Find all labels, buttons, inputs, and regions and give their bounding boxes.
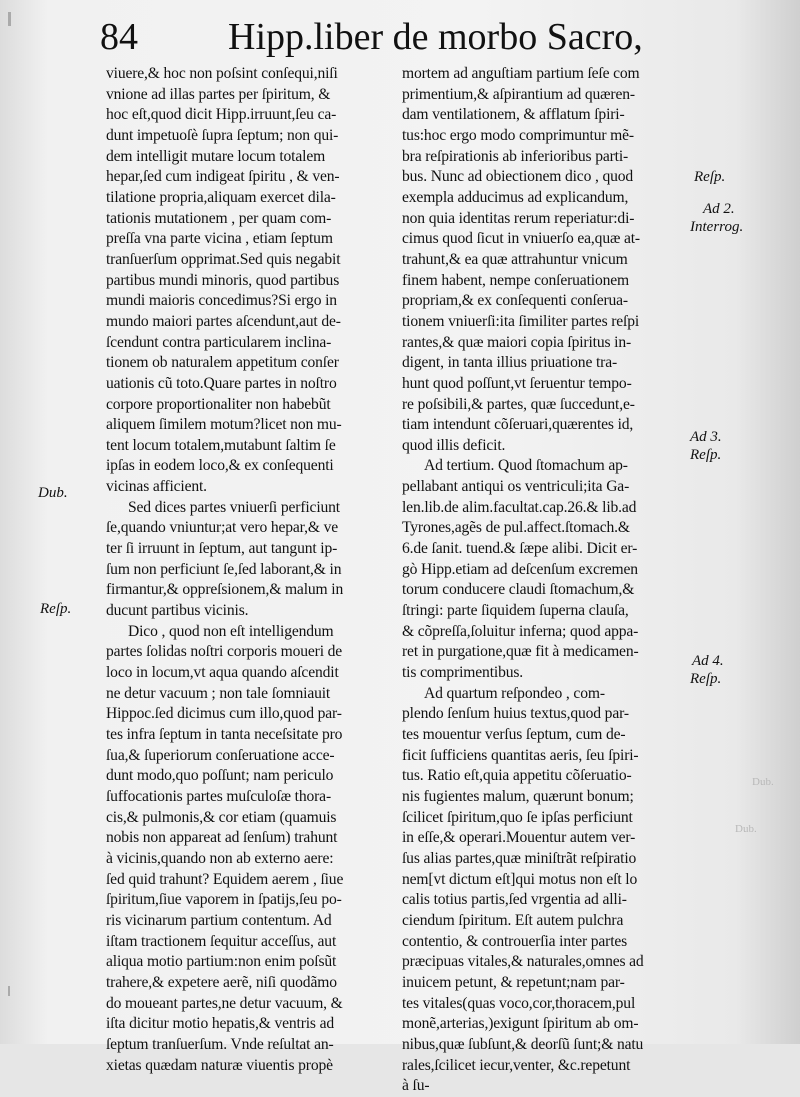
text-line: ſeptum tranſuerſum. Vnde reſultat an- <box>106 1035 334 1053</box>
text-line: tes mouentur verſus ſeptum, cum de- <box>402 726 626 743</box>
text-line: ſpiritum,ſiue vaporem in ſpatijs,ſeu po- <box>106 891 342 909</box>
margin-note-ad4: Ad 4. <box>692 653 724 669</box>
text-line: contentio, & controuerſia inter partes <box>402 932 628 950</box>
text-line: uationis cũ toto.Quare partes in noſtro <box>106 374 337 392</box>
text-line: tionem ob naturalem appetitum conſer <box>106 354 339 372</box>
text-line: tus:hoc ergo modo comprimuntur mẽ- <box>402 126 634 144</box>
text-line: hoc eſt,quod dicit Hipp.irruunt,ſeu ca- <box>106 106 337 124</box>
text-line: trahere,& expetere aerẽ, niſi quodãmo <box>106 973 337 991</box>
text-line: ſus alias partes,quæ miniſtrãt reſpiratio <box>402 849 637 867</box>
text-line: rales,ſcilicet iecur,venter, &c.repetunt <box>402 1056 631 1074</box>
text-line: monẽ,arterias,)exigunt ſpiritum ab om- <box>402 1015 639 1033</box>
text-line: bra reſpirationis ab inferioribus parti- <box>402 147 629 165</box>
paragraph-start-line: Ad quartum reſpondeo , com- <box>424 684 605 702</box>
text-line: finem habent, nempe conſeruationem <box>402 271 629 289</box>
text-line: plendo ſenſum huius textus,quod par- <box>402 705 629 723</box>
text-line: cis,& pulmonis,& cor etiam (quamuis <box>106 808 337 826</box>
text-line: re poſsibili,& partes, quæ ſuccedunt,e- <box>402 395 635 413</box>
text-line: vicinas afficient. <box>106 478 207 496</box>
text-line: nem[vt dictum eſt]qui motus non eſt lo <box>402 870 638 888</box>
text-line: tiam intendunt cõſeruari,quærentes id, <box>402 416 634 434</box>
text-line: ſed quid trahunt? Equidem aerem , ſiue <box>106 870 344 888</box>
margin-note-resp: Reſp. <box>40 601 72 617</box>
text-line: tis comprimentibus. <box>402 664 524 682</box>
text-line: præcipuas vitales,& naturales,omnes ad <box>402 953 644 971</box>
paragraph-start-line: Ad tertium. Quod ſtomachum ap- <box>424 457 628 475</box>
text-line: cimus quod ſicut in vniuerſo ea,quæ at- <box>402 230 640 248</box>
text-line: iſtam tractionem ſequitur acceſſus, aut <box>106 932 337 950</box>
text-line: torum conducere claudi ſtomachum,& <box>402 581 635 599</box>
text-line: tranſuerſum opprimat.Sed quis negabit <box>106 250 341 268</box>
text-line: exempla adducimus ad explicandum, <box>402 188 629 206</box>
text-line: ſcendunt contra particularem inclina- <box>106 333 332 351</box>
text-line: tent locum totalem,mutabunt ſaltim ſe <box>106 436 336 454</box>
text-line: tus. Ratio eſt,quia appetitu cõſeruatio- <box>402 767 632 785</box>
text-line: Hippoc.ſed dicimus cum illo,quod par- <box>106 705 342 723</box>
text-line: rantes,& quæ maiori copia ſpiritus in- <box>402 333 632 351</box>
text-line: & cõpreſſa,ſoluitur inferna; quod appa- <box>402 622 639 640</box>
text-line: ſcilicet ſpiritum,quo ſe ipſas perficiunt <box>402 808 633 826</box>
text-line: corpore proportionaliter non habebũt <box>106 395 331 413</box>
left-column <box>106 64 394 1076</box>
text-line: mundi maioris concedimus?Si ergo in <box>106 292 337 310</box>
text-line: ſtringi: parte ſiquidem ſuperna clauſa, <box>402 602 629 620</box>
running-title: Hipp.liber de morbo Sacro, <box>228 16 643 58</box>
text-line: à vicinis,quando non ab externo aere: <box>106 849 334 867</box>
text-line: nibus,quæ ſubſunt,& deorſũ ſunt;& natu <box>402 1035 644 1053</box>
text-line: primentium,& aſpirantium ad quæren- <box>402 85 635 103</box>
text-line: tes vitales(quas voco,cor,thoracem,pul <box>402 994 636 1012</box>
text-line: ſua,& ſuperiorum conſeruatione acce- <box>106 746 335 764</box>
text-line: iſta dicitur motio hepatis,& ventris ad <box>106 1015 335 1033</box>
margin-note-ad2: Ad 2. <box>703 201 735 217</box>
text-line: hepar,ſed cum indigeat ſpiritu , & ven- <box>106 168 340 186</box>
margin-note-resp: Reſp. <box>690 447 722 463</box>
text-line: hunt quod poſſunt,vt ſeruentur tempo- <box>402 374 632 392</box>
text-line: ris vicinarum partium contentum. Ad <box>106 911 332 929</box>
text-line: nis fugientes malum, quærunt bonum; <box>402 787 634 805</box>
text-line: propriam,& ex conſequenti conſerua- <box>402 292 628 310</box>
text-line: tionem vniuerſi:ita ſimiliter partes reſpi <box>402 312 640 330</box>
text-line: ipſas in eodem loco,& ex conſequenti <box>106 457 334 475</box>
text-line: ret in purgatione,quæ fit à medicamen- <box>402 643 639 661</box>
page-header <box>100 12 643 62</box>
margin-note-dub: Dub. <box>38 485 68 501</box>
text-line: dunt modo,quo poſſunt; nam periculo <box>106 767 334 785</box>
text-line: ſe,quando vniuntur;at vero hepar,& ve <box>106 519 338 537</box>
text-line: ſuffocationis partes muſculoſæ thora- <box>106 787 331 805</box>
text-line: aliqua motio partium:non enim poſsũt <box>106 953 337 971</box>
bleed-through-text: Dub. <box>752 776 774 788</box>
text-line: partibus mundi minoris, quod partibus <box>106 271 340 289</box>
text-line: loco in locum,vt aqua quando aſcendit <box>106 664 339 682</box>
text-line: dam ventilationem, & afflatum ſpiri- <box>402 106 625 124</box>
text-line: non quia identitas rerum reperiatur:di- <box>402 209 635 227</box>
text-line: ciendum ſpiritum. Eſt autem pulchra <box>402 911 624 929</box>
text-line: nobis non appareat ad ſenſum) trahunt <box>106 829 338 847</box>
text-line: calis totius partis,ſed vrgentia ad alli- <box>402 891 627 909</box>
text-line: dem intelligit mutare locum totalem <box>106 147 326 165</box>
text-line: bus. Nunc ad obiectionem dico , quod <box>402 168 634 186</box>
bleed-through-text: Dub. <box>735 823 757 835</box>
text-line: preſſa vna parte vicina , etiam ſeptum <box>106 230 333 248</box>
text-line: ter ſi irruunt in ſeptum, aut tangunt ip- <box>106 540 338 558</box>
scan-mark <box>8 986 10 996</box>
text-line: tilatione propria,aliquam exercet dila- <box>106 188 336 206</box>
text-line: à ſu- <box>402 1077 430 1095</box>
text-line: Tyrones,agẽs de pul.affect.ſtomach.& <box>402 519 630 537</box>
paragraph-start-line: Sed dices partes vniuerſi perficiunt <box>128 498 340 516</box>
text-line: inuicem petunt, & repetunt;nam par- <box>402 973 625 991</box>
text-line: aliquem ſimilem motum?licet non mu- <box>106 416 342 434</box>
text-line: ficit ſufficiens quantitas aeris, ſeu ſpiri- <box>402 746 639 764</box>
text-line: ſum non perficiunt ſe,ſed laborant,& in <box>106 560 342 578</box>
text-line: 6.de ſanit. tuend.& ſæpe alibi. Dicit er- <box>402 540 638 558</box>
text-line: trahunt,& ea quæ attrahuntur vnicum <box>402 250 628 268</box>
text-line: digent, in tanta illius priuatione tra- <box>402 354 618 372</box>
margin-note-resp: Reſp. <box>694 169 726 185</box>
right-column <box>402 64 692 1097</box>
margin-note-interrog: Interrog. <box>690 219 744 235</box>
text-line: tes infra ſeptum in tanta neceſsitate pro <box>106 726 343 743</box>
text-line: mortem ad anguſtiam partium ſeſe com <box>402 65 640 82</box>
text-line: quod illis deficit. <box>402 436 506 454</box>
text-line: pellabant antiqui os ventriculi;ita Ga- <box>402 478 630 496</box>
text-line: ducunt partibus vicinis. <box>106 602 249 620</box>
text-line: do moueant partes,ne detur vacuum, & <box>106 994 343 1012</box>
text-line: viuere,& hoc non poſsint conſequi,niſi <box>106 65 338 82</box>
text-line: firmantur,& oppreſsionem,& malum in <box>106 581 344 599</box>
text-line: partes ſolidas noſtri corporis moueri de <box>106 643 343 661</box>
margin-note-ad3: Ad 3. <box>690 429 722 445</box>
text-line: ne detur vacuum ; non tale ſomniauit <box>106 684 331 702</box>
text-line: in eſſe,& operari.Mouentur autem ver- <box>402 829 636 847</box>
text-line: xietas quædam naturæ viuentis propè <box>106 1056 333 1074</box>
text-line: dunt impetuoſè ſupra ſeptum; non qui- <box>106 126 339 144</box>
text-line: mundo maiori partes aſcendunt,aut de- <box>106 312 341 330</box>
page-number: 84 <box>100 16 138 58</box>
margin-note-resp: Reſp. <box>690 671 722 687</box>
paragraph-start-line: Dico , quod non eſt intelligendum <box>128 622 334 640</box>
text-line: vnione ad illas partes per ſpiritum, & <box>106 85 331 103</box>
text-line: len.lib.de alim.facultat.cap.26.& lib.ad <box>402 498 637 516</box>
text-line: tationis mutationem , per quam com- <box>106 209 332 227</box>
scan-mark <box>8 12 11 26</box>
text-line: gò Hipp.etiam ad deſcenſum excremen <box>402 560 638 578</box>
